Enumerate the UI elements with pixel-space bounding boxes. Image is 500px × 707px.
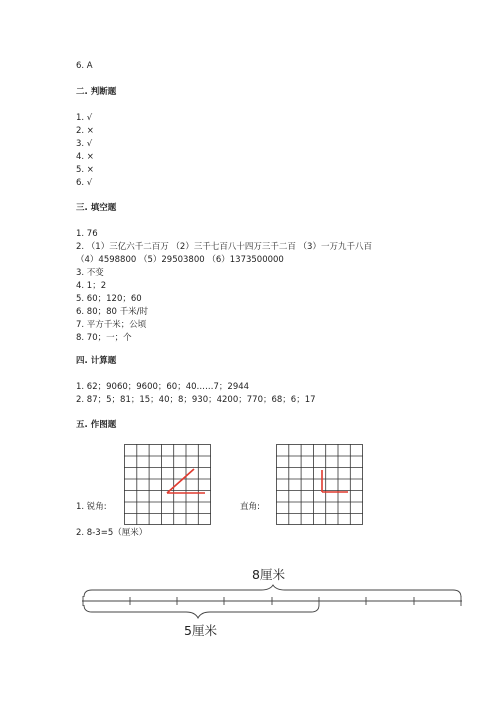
fill-answer-6: 6. 80；80 千米/时 xyxy=(76,307,149,317)
fill-answer-8: 8. 70；一；个 xyxy=(76,333,132,343)
section-4-heading: 四. 计算题 xyxy=(76,356,117,366)
section-2-heading: 二. 判断题 xyxy=(76,87,117,97)
calc-answer-1: 1. 62；9060；9600；60；40……7；2944 xyxy=(76,382,250,392)
ruler-question-answer: 2. 8-3=5（厘米） xyxy=(76,528,148,538)
ruler-top-brace xyxy=(84,585,461,597)
judge-answer-5: 5. × xyxy=(76,165,94,175)
judge-answer-3: 3. √ xyxy=(76,139,93,149)
answer-6a: 6. A xyxy=(76,61,93,71)
acute-angle-label: 1. 锐角: xyxy=(76,502,107,512)
section-3-heading: 三. 填空题 xyxy=(76,203,117,213)
fill-answer-5: 5. 60；120；60 xyxy=(76,294,142,304)
calc-answer-2: 2. 87；5；81；15；40；8；930；4200；770；68；6；17 xyxy=(76,395,316,405)
ruler-diagram xyxy=(78,583,468,623)
acute-angle-ray-slant xyxy=(167,469,194,493)
judge-answer-1: 1. √ xyxy=(76,113,93,123)
right-angle-grid xyxy=(276,444,364,526)
fill-answer-4: 4. 1；2 xyxy=(76,281,107,291)
fill-answer-3: 3. 不变 xyxy=(76,268,104,278)
ruler-top-label: 8厘米 xyxy=(252,567,285,582)
fill-answer-1: 1. 76 xyxy=(76,229,98,239)
ruler-bottom-label: 5厘米 xyxy=(184,623,217,638)
judge-answer-4: 4. × xyxy=(76,152,94,162)
acute-angle-grid xyxy=(124,444,212,526)
fill-answer-7: 7. 平方千米；公顷 xyxy=(76,320,147,330)
right-angle-label: 直角: xyxy=(240,502,260,512)
judge-answer-2: 2. × xyxy=(76,126,94,136)
fill-answer-2: 2. （1）三亿六千二百万 （2）三千七百八十四万三千二百 （3）一万九千八百 xyxy=(76,242,372,252)
section-5-heading: 五. 作图题 xyxy=(76,420,117,430)
judge-answer-6: 6. √ xyxy=(76,178,93,188)
fill-answer-2-cont: （4）4598800 （5）29503800 （6）1373500000 xyxy=(76,255,284,265)
ruler-bottom-brace xyxy=(84,605,319,618)
